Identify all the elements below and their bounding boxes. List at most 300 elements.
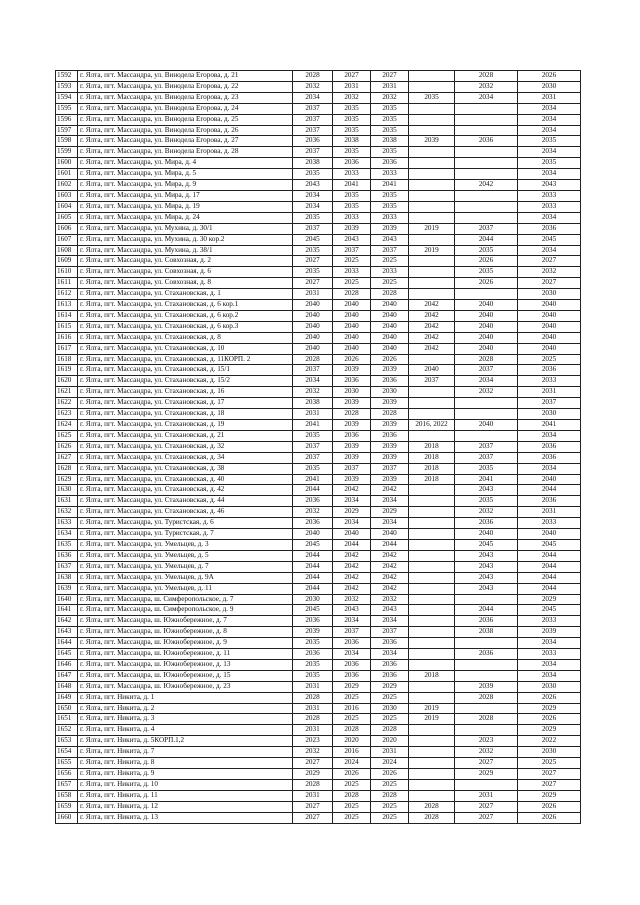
row-number: 1599	[56, 147, 78, 158]
year-cell-6: 2034	[518, 212, 581, 223]
year-cell-1: 2032	[293, 387, 333, 398]
year-cell-4	[409, 212, 455, 223]
year-cell-3: 2044	[371, 539, 409, 550]
year-cell-4: 2018	[409, 441, 455, 452]
year-cell-4: 2037	[409, 376, 455, 387]
year-cell-5: 2045	[455, 539, 518, 550]
year-cell-6: 2030	[518, 289, 581, 300]
year-cell-6: 2035	[518, 136, 581, 147]
table-row	[56, 365, 581, 376]
year-cell-4: 2018	[409, 474, 455, 485]
year-cell-2: 2039	[333, 474, 371, 485]
row-number: 1616	[56, 332, 78, 343]
year-cell-4	[409, 638, 455, 649]
year-cell-5	[455, 125, 518, 136]
table-row	[56, 539, 581, 550]
address-cell: г. Ялта, пгт. Массандра, ул. Стахановская, д. 15/1	[78, 365, 293, 376]
housing-register-table	[55, 70, 581, 824]
year-cell-1: 2035	[293, 267, 333, 278]
table-row	[56, 474, 581, 485]
year-cell-4	[409, 103, 455, 114]
row-number: 1612	[56, 289, 78, 300]
year-cell-4	[409, 616, 455, 627]
year-cell-1: 2031	[293, 703, 333, 714]
year-cell-2: 2025	[333, 256, 371, 267]
table-row	[56, 114, 581, 125]
year-cell-3: 2036	[371, 376, 409, 387]
year-cell-3: 2040	[371, 310, 409, 321]
year-cell-4	[409, 125, 455, 136]
year-cell-3: 2043	[371, 605, 409, 616]
year-cell-1: 2036	[293, 649, 333, 660]
year-cell-1: 2044	[293, 485, 333, 496]
year-cell-4	[409, 158, 455, 169]
address-cell: г. Ялта, пгт. Массандра, ул. Стахановская, д. 15/2	[78, 376, 293, 387]
year-cell-2: 2028	[333, 725, 371, 736]
row-number: 1603	[56, 190, 78, 201]
year-cell-3: 2035	[371, 103, 409, 114]
address-cell: г. Ялта, пгт. Массандра, ул. Совхозная, д. 8	[78, 278, 293, 289]
row-number: 1652	[56, 725, 78, 736]
address-cell: г. Ялта, пгт. Массандра, ул. Стахановская, д. 16	[78, 387, 293, 398]
year-cell-6: 2034	[518, 125, 581, 136]
table-row	[56, 310, 581, 321]
year-cell-3: 2025	[371, 714, 409, 725]
year-cell-2: 2026	[333, 354, 371, 365]
address-cell: г. Ялта, пгт. Никита, д. 7	[78, 747, 293, 758]
row-number: 1608	[56, 245, 78, 256]
year-cell-2: 2035	[333, 190, 371, 201]
year-cell-5: 2035	[455, 267, 518, 278]
year-cell-1: 2029	[293, 769, 333, 780]
year-cell-3: 2025	[371, 692, 409, 703]
year-cell-5	[455, 725, 518, 736]
address-cell: г. Ялта, пгт. Никита, д. 2	[78, 703, 293, 714]
year-cell-4	[409, 627, 455, 638]
year-cell-4	[409, 114, 455, 125]
table-row	[56, 605, 581, 616]
year-cell-5: 2028	[455, 692, 518, 703]
year-cell-5: 2037	[455, 223, 518, 234]
year-cell-1: 2027	[293, 812, 333, 823]
row-number: 1595	[56, 103, 78, 114]
year-cell-5: 2040	[455, 321, 518, 332]
year-cell-6: 2025	[518, 758, 581, 769]
row-number: 1613	[56, 300, 78, 311]
year-cell-3: 2035	[371, 201, 409, 212]
year-cell-6: 2041	[518, 420, 581, 431]
address-cell: г. Ялта, пгт. Массандра, ул. Мухина, д. 30/1	[78, 223, 293, 234]
year-cell-3: 2026	[371, 769, 409, 780]
row-number: 1601	[56, 169, 78, 180]
row-number: 1643	[56, 627, 78, 638]
year-cell-2: 2041	[333, 180, 371, 191]
year-cell-6: 2027	[518, 256, 581, 267]
year-cell-3: 2036	[371, 659, 409, 670]
year-cell-2: 2036	[333, 638, 371, 649]
row-number: 1594	[56, 92, 78, 103]
table-row	[56, 158, 581, 169]
year-cell-4: 2042	[409, 332, 455, 343]
row-number: 1634	[56, 529, 78, 540]
year-cell-5	[455, 190, 518, 201]
address-cell: г. Ялта, пгт. Массандра, ул. Стахановская, д. 34	[78, 452, 293, 463]
year-cell-6: 2030	[518, 81, 581, 92]
year-cell-3: 2024	[371, 758, 409, 769]
address-cell: г. Ялта, пгт. Никита, д. 12	[78, 801, 293, 812]
year-cell-3: 2041	[371, 180, 409, 191]
year-cell-3: 2033	[371, 169, 409, 180]
year-cell-1: 2036	[293, 496, 333, 507]
year-cell-1: 2031	[293, 289, 333, 300]
year-cell-2: 2036	[333, 670, 371, 681]
year-cell-1: 2037	[293, 125, 333, 136]
address-cell: г. Ялта, пгт. Массандра, ул. Стахановская, д. 46	[78, 507, 293, 518]
address-cell: г. Ялта, пгт. Массандра, ул. Винодела Егорова, д. 28	[78, 147, 293, 158]
table-row	[56, 616, 581, 627]
year-cell-6: 2040	[518, 332, 581, 343]
year-cell-1: 2027	[293, 758, 333, 769]
year-cell-1: 2037	[293, 365, 333, 376]
row-number: 1638	[56, 572, 78, 583]
year-cell-1: 2043	[293, 180, 333, 191]
table-row	[56, 812, 581, 823]
address-cell: г. Ялта, пгт. Массандра, ш. Симферопольское, д. 9	[78, 605, 293, 616]
year-cell-6: 2034	[518, 463, 581, 474]
row-number: 1625	[56, 430, 78, 441]
row-number: 1607	[56, 234, 78, 245]
year-cell-3: 2040	[371, 321, 409, 332]
year-cell-4: 2016, 2022	[409, 420, 455, 431]
year-cell-4: 2028	[409, 801, 455, 812]
year-cell-2: 2028	[333, 409, 371, 420]
address-cell: г. Ялта, пгт. Массандра, ул. Винодела Егорова, д. 24	[78, 103, 293, 114]
year-cell-1: 2037	[293, 103, 333, 114]
year-cell-2: 2037	[333, 463, 371, 474]
table-row	[56, 736, 581, 747]
year-cell-2: 2025	[333, 278, 371, 289]
year-cell-5: 2032	[455, 81, 518, 92]
address-cell: г. Ялта, пгт. Массандра, ш. Южнобережное, д. 23	[78, 681, 293, 692]
year-cell-3: 2034	[371, 616, 409, 627]
table-row	[56, 409, 581, 420]
year-cell-2: 2029	[333, 507, 371, 518]
year-cell-1: 2037	[293, 147, 333, 158]
year-cell-4	[409, 539, 455, 550]
year-cell-6: 2033	[518, 376, 581, 387]
year-cell-4	[409, 354, 455, 365]
year-cell-4	[409, 71, 455, 82]
address-cell: г. Ялта, пгт. Массандра, ул. Умельцев, д. 3	[78, 539, 293, 550]
year-cell-2: 2036	[333, 659, 371, 670]
row-number: 1610	[56, 267, 78, 278]
year-cell-6: 2031	[518, 507, 581, 518]
year-cell-5	[455, 398, 518, 409]
table-row	[56, 234, 581, 245]
year-cell-3: 2042	[371, 485, 409, 496]
year-cell-5: 2032	[455, 747, 518, 758]
year-cell-6: 2033	[518, 649, 581, 660]
year-cell-4	[409, 681, 455, 692]
table-row	[56, 190, 581, 201]
year-cell-4	[409, 790, 455, 801]
year-cell-1: 2031	[293, 725, 333, 736]
year-cell-5	[455, 212, 518, 223]
year-cell-5	[455, 103, 518, 114]
row-number: 1606	[56, 223, 78, 234]
row-number: 1611	[56, 278, 78, 289]
address-cell: г. Ялта, пгт. Массандра, ул. Стахановская, д. 42	[78, 485, 293, 496]
table-row	[56, 681, 581, 692]
year-cell-1: 2040	[293, 310, 333, 321]
row-number: 1596	[56, 114, 78, 125]
address-cell: г. Ялта, пгт. Массандра, ул. Мира, д. 17	[78, 190, 293, 201]
address-cell: г. Ялта, пгт. Массандра, ул. Стахановская, д. 6 кор.3	[78, 321, 293, 332]
year-cell-4: 2018	[409, 452, 455, 463]
table-row	[56, 71, 581, 82]
year-cell-5: 2036	[455, 518, 518, 529]
year-cell-6: 2043	[518, 180, 581, 191]
address-cell: г. Ялта, пгт. Массандра, ул. Винодела Егорова, д. 27	[78, 136, 293, 147]
year-cell-1: 2044	[293, 561, 333, 572]
year-cell-4: 2042	[409, 343, 455, 354]
year-cell-3: 2028	[371, 409, 409, 420]
table-row	[56, 779, 581, 790]
year-cell-5: 2026	[455, 278, 518, 289]
table-row	[56, 321, 581, 332]
table-row	[56, 376, 581, 387]
table-row	[56, 223, 581, 234]
address-cell: г. Ялта, пгт. Никита, д. 3	[78, 714, 293, 725]
row-number: 1604	[56, 201, 78, 212]
year-cell-3: 2042	[371, 583, 409, 594]
year-cell-5	[455, 114, 518, 125]
row-number: 1624	[56, 420, 78, 431]
address-cell: г. Ялта, пгт. Массандра, ул. Мира, д. 5	[78, 169, 293, 180]
row-number: 1655	[56, 758, 78, 769]
year-cell-4	[409, 659, 455, 670]
year-cell-1: 2035	[293, 659, 333, 670]
year-cell-6: 2026	[518, 812, 581, 823]
table-row	[56, 507, 581, 518]
year-cell-1: 2037	[293, 452, 333, 463]
row-number: 1597	[56, 125, 78, 136]
year-cell-5	[455, 638, 518, 649]
year-cell-2: 2033	[333, 212, 371, 223]
year-cell-1: 2027	[293, 278, 333, 289]
year-cell-6: 2037	[518, 398, 581, 409]
table-row	[56, 300, 581, 311]
year-cell-2: 2039	[333, 398, 371, 409]
year-cell-5: 2027	[455, 758, 518, 769]
year-cell-1: 2037	[293, 441, 333, 452]
year-cell-4: 2018	[409, 670, 455, 681]
table-row	[56, 169, 581, 180]
table-row	[56, 627, 581, 638]
address-cell: г. Ялта, пгт. Массандра, ул. Винодела Егорова, д. 22	[78, 81, 293, 92]
year-cell-4	[409, 485, 455, 496]
year-cell-4	[409, 234, 455, 245]
year-cell-4: 2042	[409, 321, 455, 332]
year-cell-3: 2037	[371, 627, 409, 638]
year-cell-3: 2040	[371, 332, 409, 343]
row-number: 1614	[56, 310, 78, 321]
row-number: 1618	[56, 354, 78, 365]
year-cell-5	[455, 169, 518, 180]
year-cell-1: 2035	[293, 212, 333, 223]
year-cell-6: 2029	[518, 725, 581, 736]
table-row	[56, 703, 581, 714]
year-cell-3: 2040	[371, 343, 409, 354]
year-cell-4	[409, 518, 455, 529]
table-row	[56, 430, 581, 441]
address-cell: г. Ялта, пгт. Массандра, ул. Мухина, д. 38/1	[78, 245, 293, 256]
year-cell-6: 2029	[518, 703, 581, 714]
year-cell-3: 2040	[371, 529, 409, 540]
address-cell: г. Ялта, пгт. Массандра, ул. Совхозная, д. 6	[78, 267, 293, 278]
year-cell-6: 2031	[518, 92, 581, 103]
year-cell-1: 2041	[293, 474, 333, 485]
year-cell-3: 2020	[371, 736, 409, 747]
row-number: 1602	[56, 180, 78, 191]
address-cell: г. Ялта, пгт. Массандра, ул. Умельцев, д. 9А	[78, 572, 293, 583]
year-cell-2: 2025	[333, 812, 371, 823]
row-number: 1627	[56, 452, 78, 463]
year-cell-1: 2032	[293, 81, 333, 92]
year-cell-5	[455, 779, 518, 790]
year-cell-6: 2040	[518, 300, 581, 311]
table-row	[56, 725, 581, 736]
year-cell-1: 2040	[293, 343, 333, 354]
year-cell-3: 2025	[371, 779, 409, 790]
table-row	[56, 518, 581, 529]
year-cell-5: 2040	[455, 310, 518, 321]
address-cell: г. Ялта, пгт. Массандра, ул. Мира, д. 19	[78, 201, 293, 212]
year-cell-4	[409, 507, 455, 518]
year-cell-1: 2036	[293, 136, 333, 147]
row-number: 1646	[56, 659, 78, 670]
year-cell-3: 2035	[371, 114, 409, 125]
year-cell-6: 2033	[518, 201, 581, 212]
year-cell-6: 2036	[518, 441, 581, 452]
address-cell: г. Ялта, пгт. Никита, д. 1	[78, 692, 293, 703]
row-number: 1635	[56, 539, 78, 550]
year-cell-1: 2040	[293, 332, 333, 343]
table-row	[56, 670, 581, 681]
year-cell-4: 2039	[409, 136, 455, 147]
year-cell-4	[409, 649, 455, 660]
year-cell-3: 2033	[371, 267, 409, 278]
year-cell-4: 2019	[409, 714, 455, 725]
year-cell-5: 2028	[455, 71, 518, 82]
year-cell-5: 2037	[455, 452, 518, 463]
row-number: 1592	[56, 71, 78, 82]
year-cell-2: 2040	[333, 300, 371, 311]
year-cell-6: 2045	[518, 539, 581, 550]
year-cell-3: 2039	[371, 223, 409, 234]
year-cell-3: 2039	[371, 452, 409, 463]
year-cell-3: 2039	[371, 420, 409, 431]
table-row	[56, 659, 581, 670]
year-cell-2: 2034	[333, 649, 371, 660]
row-number: 1600	[56, 158, 78, 169]
year-cell-2: 2040	[333, 332, 371, 343]
year-cell-6: 2040	[518, 474, 581, 485]
year-cell-5: 2041	[455, 474, 518, 485]
year-cell-1: 2034	[293, 92, 333, 103]
year-cell-4	[409, 409, 455, 420]
year-cell-4	[409, 190, 455, 201]
year-cell-6: 2044	[518, 572, 581, 583]
year-cell-5: 2040	[455, 300, 518, 311]
year-cell-1: 2028	[293, 714, 333, 725]
year-cell-1: 2044	[293, 583, 333, 594]
address-cell: г. Ялта, пгт. Массандра, ул. Стахановская, д. 8	[78, 332, 293, 343]
year-cell-4: 2019	[409, 703, 455, 714]
year-cell-6: 2036	[518, 452, 581, 463]
year-cell-1: 2040	[293, 300, 333, 311]
address-cell: г. Ялта, пгт. Массандра, ш. Южнобережное, д. 8	[78, 627, 293, 638]
address-cell: г. Ялта, пгт. Никита, д. 5КОРП.1,2	[78, 736, 293, 747]
year-cell-2: 2036	[333, 158, 371, 169]
year-cell-2: 2033	[333, 169, 371, 180]
row-number: 1645	[56, 649, 78, 660]
year-cell-3: 2025	[371, 256, 409, 267]
year-cell-1: 2040	[293, 321, 333, 332]
year-cell-5	[455, 158, 518, 169]
year-cell-3: 2035	[371, 125, 409, 136]
table-row	[56, 583, 581, 594]
year-cell-2: 2031	[333, 81, 371, 92]
address-cell: г. Ялта, пгт. Массандра, ш. Южнобережное, д. 11	[78, 649, 293, 660]
address-cell: г. Ялта, пгт. Массандра, ул. Стахановская, д. 6 кор.1	[78, 300, 293, 311]
year-cell-4	[409, 256, 455, 267]
year-cell-6: 2034	[518, 103, 581, 114]
year-cell-6: 2036	[518, 365, 581, 376]
year-cell-5: 2036	[455, 136, 518, 147]
year-cell-2: 2035	[333, 125, 371, 136]
year-cell-5: 2036	[455, 649, 518, 660]
year-cell-5: 2036	[455, 616, 518, 627]
year-cell-1: 2039	[293, 627, 333, 638]
year-cell-3: 2040	[371, 300, 409, 311]
year-cell-1: 2036	[293, 518, 333, 529]
address-cell: г. Ялта, пгт. Массандра, ш. Южнобережное, д. 15	[78, 670, 293, 681]
year-cell-1: 2044	[293, 572, 333, 583]
table-row	[56, 212, 581, 223]
year-cell-3: 2034	[371, 518, 409, 529]
year-cell-3: 2039	[371, 365, 409, 376]
year-cell-6: 2034	[518, 670, 581, 681]
year-cell-4	[409, 496, 455, 507]
year-cell-5: 2040	[455, 420, 518, 431]
table-row	[56, 485, 581, 496]
year-cell-6: 2034	[518, 659, 581, 670]
row-number: 1633	[56, 518, 78, 529]
year-cell-4	[409, 267, 455, 278]
year-cell-5: 2042	[455, 180, 518, 191]
year-cell-6: 2040	[518, 321, 581, 332]
row-number: 1615	[56, 321, 78, 332]
year-cell-1: 2045	[293, 234, 333, 245]
year-cell-3: 2025	[371, 278, 409, 289]
address-cell: г. Ялта, пгт. Массандра, ул. Винодела Егорова, д. 25	[78, 114, 293, 125]
year-cell-6: 2044	[518, 485, 581, 496]
table-row	[56, 572, 581, 583]
year-cell-3: 2042	[371, 550, 409, 561]
year-cell-1: 2044	[293, 550, 333, 561]
year-cell-2: 2025	[333, 779, 371, 790]
